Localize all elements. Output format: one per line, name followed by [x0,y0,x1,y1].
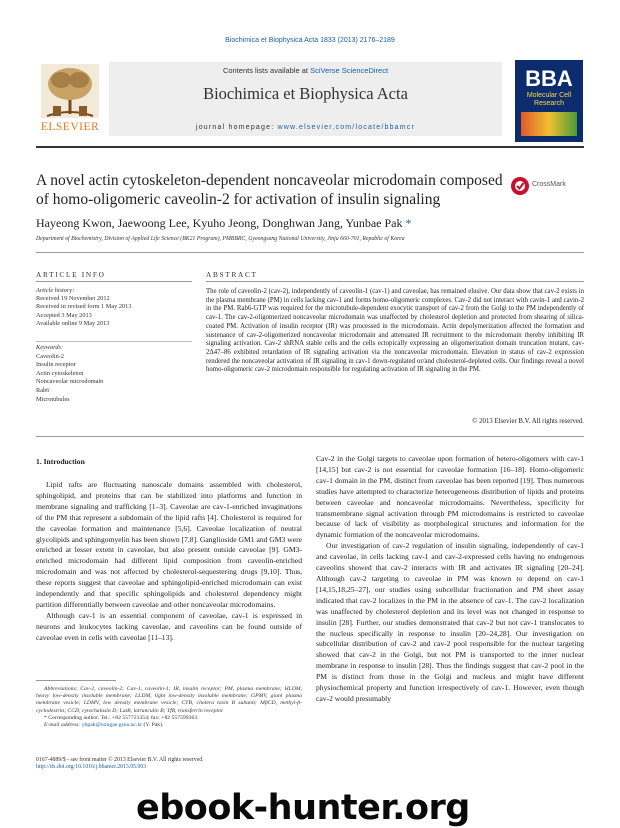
abstract-divider [206,281,584,282]
abstract-text: The role of caveolin-2 (cav-2), independently of caveolin-1 (cav-1) and caveolae, has remained elusive. Our data show that cav-2 exists in the plasma membrane (PM) in cells lacking cav-1 and forms homo-oligomeric complexes. Cav-2 did not interact with cavin-1 and cavin-2 in the PM. Rab6-GTP was required for the microtubule-dependent exocytic transport of cav-2 from the Golgi to the PM independently of cav-1. The cav-2-oligomerized noncaveolar microdomain was unaffected by cholesterol depletion and protected from shearing of silica-coated PM. Activation of insulin receptor (IR) was processed in the microdomain. Actin depolymerization affected the formation and sustenance of cav-2-oligomerized noncaveolar microdomain and attenuated IR recruitment to the microdomain thereby inhibiting IR signaling activation. Cav-2 shRNA stable cells and the cells ectopically expressing an oligomerization domain truncation mutant, cav-2Δ47–86 exhibited retardation of IR signaling activation via the noncaveolar microdomain. Elevation in status of cav-2 expression rendered the noncaveolar activation of IR signaling in cav-1 down-regulated or/and cholesterol-depleted cells. Our findings reveal a novel homo-oligomeric cav-2 microdomain responsible for regulating activation of IR signaling in the PM. [206,288,584,374]
abstract-bottom-divider [36,436,584,437]
author-list [36,216,576,231]
article-info-heading: ARTICLE INFO [36,270,106,279]
cover-title: BBA [525,66,573,91]
crossmark-label: CrossMark [532,181,566,188]
history-label: Article history: [36,287,75,294]
contents-line [109,66,502,75]
affiliation-divider [36,252,584,253]
history-divider [36,341,192,342]
history-received: Received 19 November 2012 [36,295,110,303]
email-footnote [36,722,302,729]
elsevier-logo [37,62,103,136]
body-paragraph: Lipid rafts are fluctuating nanoscale domains assembled with cholesterol, sphingolipid, and proteins that can be stabilized into platforms and function in membrane signaling and trafficking [1–3]. Caveolae are cav-1-enriched invaginations of the PM that represent a subdomain of the lipid rafts [4]. Cholesterol is required for the caveolae formation and maintenance [5,6]. Caveolae localization of neutral glycolipids and sphingomyelin has been shown [7,8]. Ganglioside GM1 and GM3 were enriched at lesser extent in caveolae, but also present outside caveolae [9]. GM3-enriched microdomain had different lipid composition from caveolin-enriched microdomain and was not affected by cholesterol-sequestering drugs [9,10]. Thus, these reports suggest that caveolae and sphingolipid-enriched microdomain can exist independently and that specific sphingolipids and cholesterol dependency might partition differentially between caveolae and other noncaveolar microdomains. [36,480,302,609]
cover-artwork [521,112,577,136]
crossmark-icon [510,176,530,196]
keyword: Caveolin-2 [36,352,64,360]
copyright-notice: © 2013 Elsevier B.V. All rights reserved. [472,418,584,425]
keyword: Microtubules [36,395,70,403]
article-history [36,287,192,328]
article-info-divider [36,281,192,282]
email-prefix: E-mail address: [44,722,82,729]
email-suffix: (Y. Pak). [142,722,164,729]
keywords-label: Keywords: [36,344,64,351]
crossmark-badge[interactable] [510,176,580,196]
body-paragraph: Our investigation of cav-2 regulation of insulin signaling, independently of cav-1 and caveolae, in cells lacking cav-1 and cav-2-expressed cells having no endogenous caveolins showed that cav-2 interacts with IR and activates IR signaling [20–24]. Although cav-2 targeting to caveolae in PM was known to depend on cav-1 [14,15,18,25–27], our studies using subcellular fractionation and PM sheet assay indicated that cav-2 localizes in the PM in the absence of cav-1. The cav-2 localization was unaffected by cholesterol depletion and its level was not changed in response to insulin [28]. Further, our studies demonstrated that cav-2 but not cav-1 translocates to the nucleus specifically in response to insulin [20–24,28]. Our investigation on subcellular distribution of cav-2 and cav-2 pool responsible for the nuclear targeting showed that cav-2 in the Golgi, but not PM is transported to the inner nuclear membrane in response to insulin [28]. Thus the findings suggest that cav-2 pool in the PM is distinct from those in the Golgi and nucleus and might have different physiochemical property and function irrespectively of cav-1. However, even though cav-2 would presumably [316,541,584,703]
contents-prefix: Contents lists available at [222,66,311,75]
footnotes [36,686,302,729]
history-online: Available online 9 May 2013 [36,319,110,327]
journal-name[interactable]: Biochimica et Biophysica Acta [203,84,408,103]
keywords [36,344,192,404]
section-heading-introduction: 1. Introduction [36,457,85,466]
keyword: Rab6 [36,386,50,394]
body-column-left [36,480,302,644]
homepage-link[interactable]: www.elsevier.com/locate/bbamcr [277,124,416,131]
history-accepted: Accepted 3 May 2013 [36,311,92,319]
publisher-name: ELSEVIER [40,121,100,133]
keyword: Noncaveolar microdomain [36,378,104,386]
header-divider [36,146,584,148]
corresponding-author-footnote: * Corresponding author. Tel.: +82 557721354; fax: +82 557599363. [44,714,199,721]
affiliation: Department of Biochemistry, Division of Applied Life Science (BK21 Program), PMBBRC, Gyeongsang National University, Jinju 660-701, Republic of Korea [36,236,405,242]
body-paragraph: Although cav-1 is an essential component of caveolae, cav-1 is expressed in neurons and leukocytes lacking caveolae, and caveolins can be found outside of caveolae even in cells with caveolae [11–13]. [36,610,302,642]
abbreviations-footnote: Abbreviations: Cav-2, caveolin-2; Cav-1, caveolin-1; IR, insulin receptor; PM, plasma membrane; HLDM, heavy low-density insoluble membrane; LLDM, light low-density insoluble membrane; GPMV, giant plasma membrane vesicle; LDMV, low density membrane vesicle; CTB, cholera toxin B subunit; MβCD, methyl-β-cyclodextrin; CCD, cytochalasin D; LatB, latrunculin B; TfR, transferrin receptor [36,686,302,714]
issn-line: 0167-4889/$ - see front matter © 2013 Elsevier B.V. All rights reserved. [36,757,204,763]
front-matter [36,757,302,772]
journal-reference[interactable]: Biochimica et Biophysica Acta 1833 (2013) 2176–2189 [225,37,395,44]
watermark: ebook-hunter.org [136,788,470,828]
journal-cover-image[interactable] [515,60,583,142]
article-title: A novel actin cytoskeleton-dependent noncaveolar microdomain composed of homo-oligomeric caveolin-2 for activation of insulin signaling [36,172,503,208]
body-paragraph: Cav-2 in the Golgi targets to caveolae upon formation of hetero-oligomers with cav-1 [14,15] but cav-2 is not essential for caveolae formation [16–18]. Homo-oligomeric cav-1 domain in the PM, distinct from caveolae has been reported [19]. Thus numerous studies have attempted to characterize heterogeneous distribution of lipids and proteins between caveolae and noncaveolar microdomains. Nevertheless, specificity for transmembrane signal activation through PM microdomains is restricted to caveolae because of lack of visibility as morphological structures and information for the dynamic formation of the noncaveolar microdomains. [316,454,584,540]
authors-text: Hayeong Kwon, Jaewoong Lee, Kyuho Jeong, Donghwan Jang, Yunbae Pak [36,216,403,230]
history-revised: Received in revised form 1 May 2013 [36,303,132,311]
doi-link[interactable]: http://dx.doi.org/10.1016/j.bbamcr.2013.05.003 [36,764,147,771]
abstract-heading: ABSTRACT [206,270,258,279]
body-column-right [316,454,584,705]
homepage-prefix: journal homepage: [195,124,278,131]
journal-homepage [109,124,502,131]
email-link[interactable]: ybpak@nongae.gsnu.ac.kr [81,722,143,729]
sciencedirect-link[interactable]: SciVerse ScienceDirect [310,66,389,75]
keyword: Insulin receptor [36,361,76,369]
footnote-divider [36,680,116,681]
corresponding-author-mark[interactable]: * [405,216,412,230]
cover-subtitle: Molecular Cell Research [526,92,572,107]
keyword: Actin cytoskeleton [36,369,84,377]
